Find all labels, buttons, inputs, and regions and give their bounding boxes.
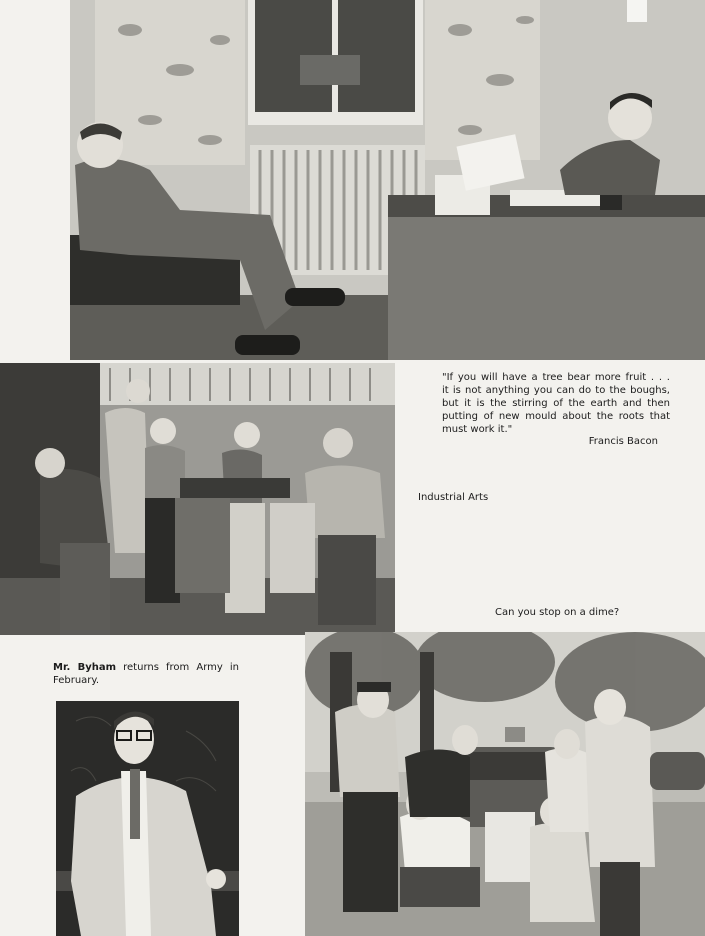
byham-caption: [53, 661, 239, 687]
stop-on-dime-caption: Can you stop on a dime?: [495, 607, 620, 618]
quote-line: "If you will have a tree bear more fruit . . .: [442, 372, 670, 383]
francis-bacon-quote: [442, 371, 670, 436]
industrial-arts-caption: Industrial Arts: [418, 492, 489, 503]
quote-author: Francis Bacon: [588, 436, 658, 447]
byham-caption-text: returns from Army in February.: [53, 662, 239, 686]
quote-line: but it is the stirring of the earth and then: [442, 398, 670, 409]
traffic-safety-car-photo: [305, 632, 705, 936]
quote-line: must work it.": [442, 424, 513, 435]
industrial-arts-shop-photo: [0, 363, 395, 635]
byham-name: Mr. Byham: [53, 662, 117, 673]
office-meeting-photo: [70, 0, 705, 360]
quote-line: it is not anything you can do to the boughs,: [442, 385, 670, 396]
mr-byham-portrait-photo: [56, 701, 239, 936]
quote-line: putting of new mould about the roots that: [442, 411, 670, 422]
